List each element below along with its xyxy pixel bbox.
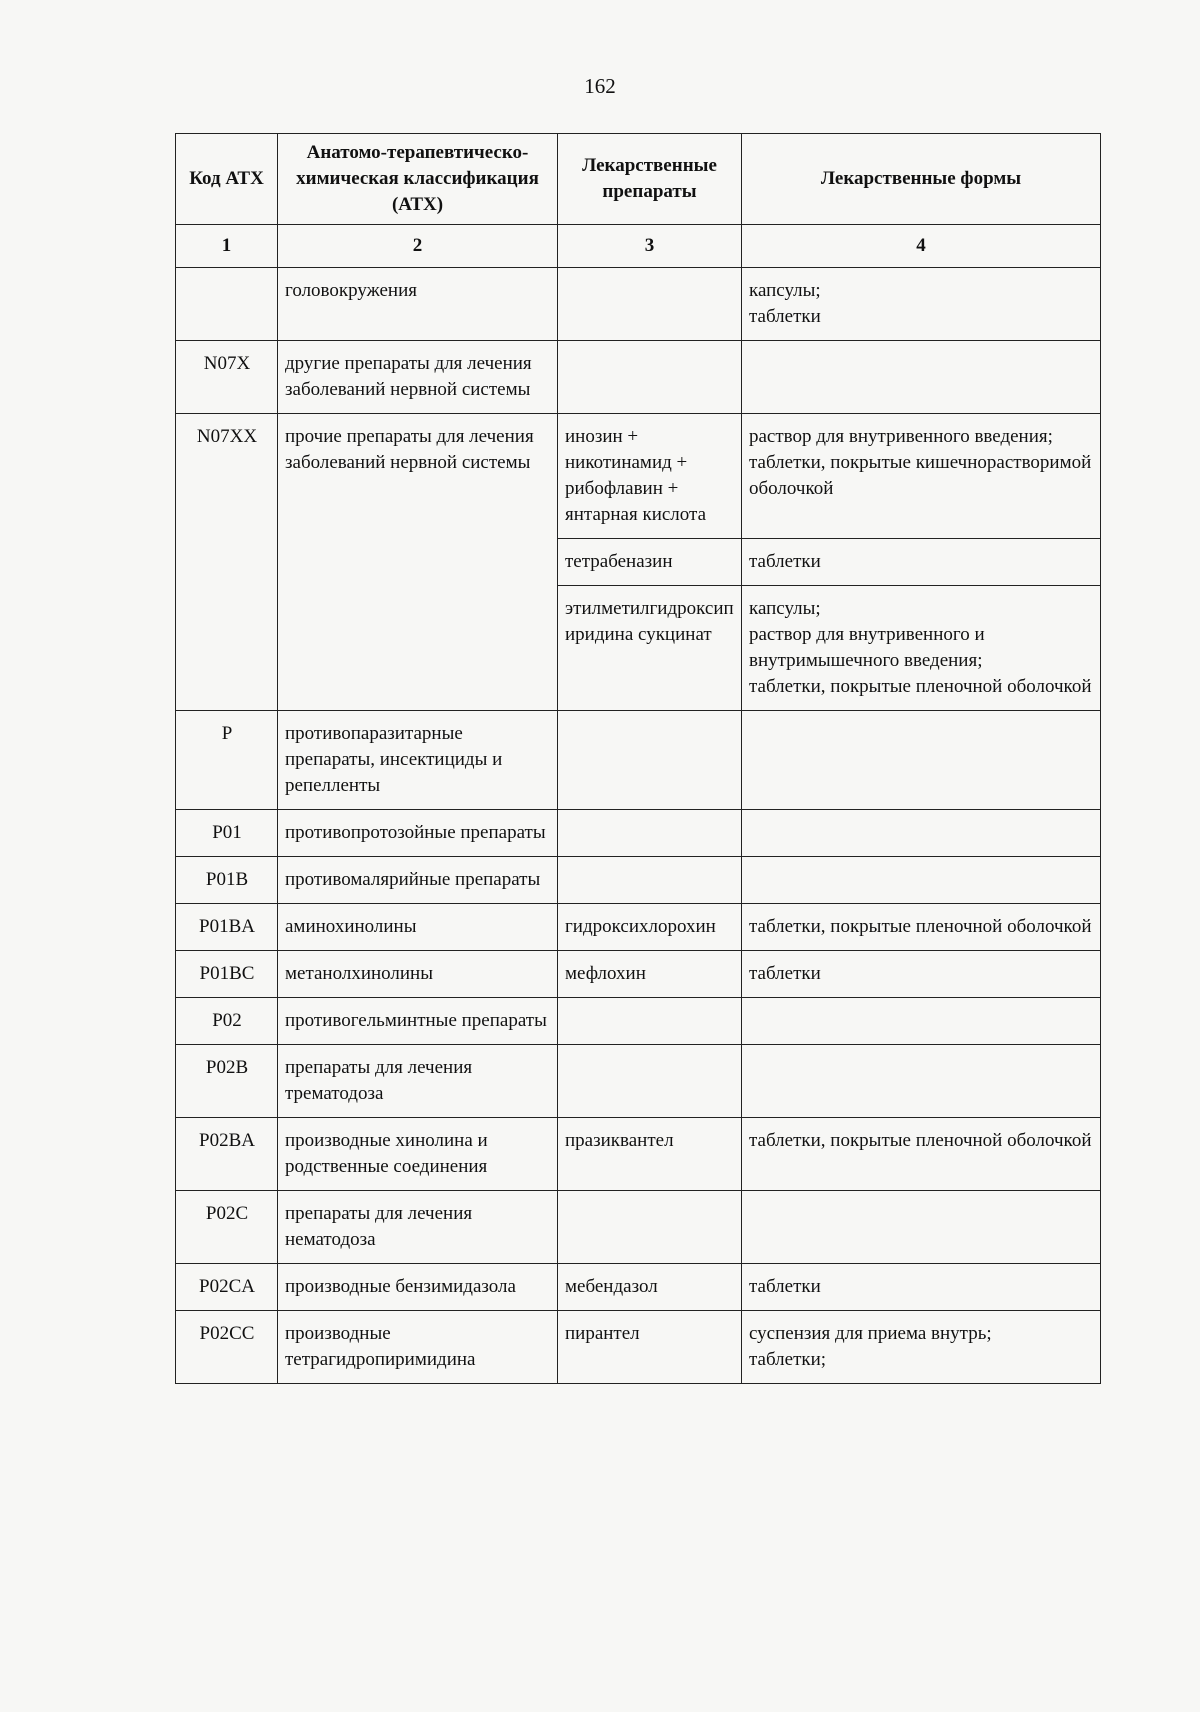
atx-classification-cell: производные хинолина и родственные соединения xyxy=(278,1118,558,1191)
dosage-form: таблетки, покрытые кишечнорастворимой оболочкой xyxy=(749,452,1092,499)
dosage-forms-cell xyxy=(742,857,1101,904)
atx-classification-cell: головокружения xyxy=(278,268,558,341)
dosage-forms-cell xyxy=(742,810,1101,857)
table-header xyxy=(176,134,1101,268)
atx-classification-cell: противогельминтные препараты xyxy=(278,998,558,1045)
dosage-form: таблетки xyxy=(749,306,821,327)
dosage-forms-cell xyxy=(742,711,1101,810)
table-row xyxy=(176,1311,1101,1384)
dosage-forms-cell xyxy=(742,1045,1101,1118)
table-row xyxy=(176,1045,1101,1118)
atx-classification-cell: противомалярийные препараты xyxy=(278,857,558,904)
atx-classification-cell: препараты для лечения нематодоза xyxy=(278,1191,558,1264)
column-number: 4 xyxy=(742,225,1101,268)
dosage-form: раствор для внутривенного и внутримышечного введения; xyxy=(749,624,985,671)
column-number-row xyxy=(176,225,1101,268)
dosage-forms-cell xyxy=(742,904,1101,951)
atx-code-cell: P02CC xyxy=(176,1311,278,1384)
dosage-forms-cell xyxy=(742,268,1101,341)
dosage-form: таблетки; xyxy=(749,1349,827,1370)
table-row xyxy=(176,951,1101,998)
drug-name-cell xyxy=(558,341,742,414)
drug-name-cell xyxy=(558,268,742,341)
column-number: 3 xyxy=(558,225,742,268)
atx-classification-cell: противопаразитарные препараты, инсектициды и репелленты xyxy=(278,711,558,810)
dosage-forms-cell xyxy=(742,586,1101,711)
atx-code-cell: N07XX xyxy=(176,414,278,711)
atx-classification-cell: препараты для лечения трематодоза xyxy=(278,1045,558,1118)
drug-name-cell: празиквантел xyxy=(558,1118,742,1191)
table-row xyxy=(176,341,1101,414)
header-forms: Лекарственные формы xyxy=(742,134,1101,225)
drug-name-cell xyxy=(558,711,742,810)
dosage-forms-cell xyxy=(742,1264,1101,1311)
atx-code-cell: P02BA xyxy=(176,1118,278,1191)
dosage-form: капсулы; xyxy=(749,598,821,619)
atx-code-cell: P02B xyxy=(176,1045,278,1118)
drug-name-cell: мебендазол xyxy=(558,1264,742,1311)
dosage-form: таблетки, покрытые пленочной оболочкой xyxy=(749,676,1092,697)
dosage-forms-cell xyxy=(742,951,1101,998)
drug-name-cell xyxy=(558,1045,742,1118)
atx-classification-cell: противопротозойные препараты xyxy=(278,810,558,857)
dosage-form: таблетки xyxy=(749,963,821,984)
column-number: 2 xyxy=(278,225,558,268)
column-number: 1 xyxy=(176,225,278,268)
drug-name-cell: инозин + никотинамид + рибофлавин + янтарная кислота xyxy=(558,414,742,539)
atx-code-cell: P01B xyxy=(176,857,278,904)
drug-name-cell: мефлохин xyxy=(558,951,742,998)
atx-classification-cell: аминохинолины xyxy=(278,904,558,951)
table-row xyxy=(176,998,1101,1045)
atx-code-cell: P01BA xyxy=(176,904,278,951)
atx-code-cell: P02CA xyxy=(176,1264,278,1311)
atx-classification-cell: метанолхинолины xyxy=(278,951,558,998)
dosage-form: капсулы; xyxy=(749,280,821,301)
dosage-form: таблетки, покрытые пленочной оболочкой xyxy=(749,1130,1092,1151)
atx-code-cell: P02 xyxy=(176,998,278,1045)
atx-code-cell: P xyxy=(176,711,278,810)
dosage-form: таблетки xyxy=(749,551,821,572)
atx-code-cell: N07X xyxy=(176,341,278,414)
dosage-forms-cell xyxy=(742,998,1101,1045)
atx-code-cell xyxy=(176,268,278,341)
table-row xyxy=(176,1191,1101,1264)
drug-name-cell: гидроксихлорохин xyxy=(558,904,742,951)
dosage-forms-cell xyxy=(742,539,1101,586)
drug-name-cell xyxy=(558,998,742,1045)
atx-code-cell: P01 xyxy=(176,810,278,857)
drug-name-cell xyxy=(558,1191,742,1264)
dosage-forms-cell xyxy=(742,414,1101,539)
table-row xyxy=(176,1118,1101,1191)
atx-classification-cell: прочие препараты для лечения заболеваний нервной системы xyxy=(278,414,558,711)
dosage-forms-cell xyxy=(742,1311,1101,1384)
atx-classification-cell: производные бензимидазола xyxy=(278,1264,558,1311)
drug-name-cell: пирантел xyxy=(558,1311,742,1384)
dosage-form: раствор для внутривенного введения; xyxy=(749,426,1053,447)
drug-name-cell: тетрабеназин xyxy=(558,539,742,586)
atx-classification-cell: другие препараты для лечения заболеваний нервной системы xyxy=(278,341,558,414)
atx-table xyxy=(175,133,1101,1384)
header-code: Код АТХ xyxy=(176,134,278,225)
dosage-forms-cell xyxy=(742,341,1101,414)
drug-name-cell xyxy=(558,857,742,904)
table-row xyxy=(176,268,1101,341)
page-number: 162 xyxy=(584,74,616,98)
table-row xyxy=(176,810,1101,857)
table-row xyxy=(176,711,1101,810)
header-classification: Анатомо-терапевтическо-химическая классификация (АТХ) xyxy=(278,134,558,225)
table-row xyxy=(176,904,1101,951)
atx-classification-cell: производные тетрагидропиримидина xyxy=(278,1311,558,1384)
header-drugs: Лекарственные препараты xyxy=(558,134,742,225)
dosage-forms-cell xyxy=(742,1118,1101,1191)
dosage-form: таблетки, покрытые пленочной оболочкой xyxy=(749,916,1092,937)
table-row xyxy=(176,1264,1101,1311)
header-row xyxy=(176,134,1101,225)
atx-code-cell: P02C xyxy=(176,1191,278,1264)
dosage-forms-cell xyxy=(742,1191,1101,1264)
atx-code-cell: P01BC xyxy=(176,951,278,998)
dosage-form: суспензия для приема внутрь; xyxy=(749,1323,992,1344)
table-body xyxy=(176,268,1101,1384)
table-row xyxy=(176,414,1101,539)
drug-name-cell xyxy=(558,810,742,857)
dosage-form: таблетки xyxy=(749,1276,821,1297)
drug-name-cell: этилметилгидроксипиридина сукцинат xyxy=(558,586,742,711)
table-row xyxy=(176,857,1101,904)
